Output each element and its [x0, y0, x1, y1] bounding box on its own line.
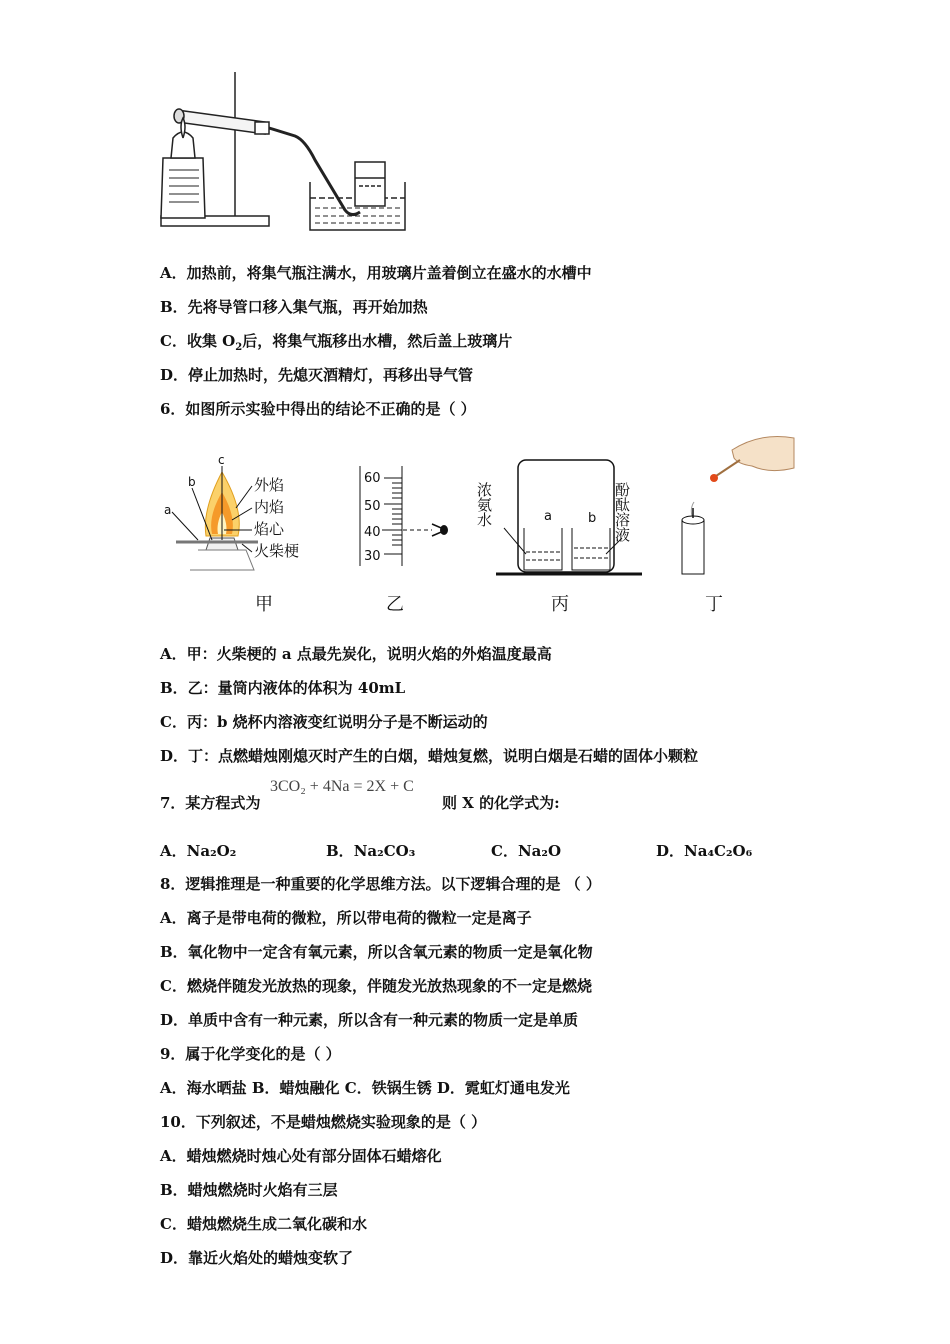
flame-label-inner: 内焰 [254, 498, 285, 516]
cylinder-tick-50: 50 [364, 499, 381, 514]
q7-option-d-formula: Na₄C₂O₆ [684, 842, 753, 860]
q10-stem: 10．下列叙述，不是蜡烛燃烧实验现象的是（ ） [160, 1113, 487, 1131]
q7-option-b-formula: Na₂CO₃ [353, 842, 416, 860]
ammonia-label: 浓氨水 [475, 482, 493, 527]
flame-figure [158, 450, 323, 580]
beaker-b-label: b [588, 511, 597, 526]
caption-ding: 丁 [705, 594, 723, 615]
q8-option-c[interactable]: C．燃烧伴随发光放热的现象，伴随发光放热现象的不一定是燃烧 [160, 977, 592, 995]
candle-figure [676, 432, 800, 580]
q5-option-c[interactable] [160, 330, 512, 353]
beaker-a-label: a [544, 509, 552, 524]
flame-label-stick: 火柴梗 [254, 542, 300, 560]
oxygen-apparatus-figure [155, 70, 415, 240]
q5-option-a[interactable]: A．加热前，将集气瓶注满水，用玻璃片盖着倒立在盛水的水槽中 [160, 264, 592, 282]
q7-option-c[interactable] [491, 840, 561, 861]
q5-option-c-sub: 2 [235, 342, 243, 353]
q7-option-b-label: B． [326, 842, 354, 860]
flame-label-b: b [188, 475, 196, 489]
q7-stem-suffix: 则 X 的化学式为: [442, 794, 560, 812]
q7-option-a[interactable] [160, 840, 236, 861]
q7-option-d[interactable] [656, 840, 752, 861]
q6-stem: 6．如图所示实验中得出的结论不正确的是（ ） [160, 400, 476, 418]
q5-option-d[interactable]: D．停止加热时，先熄灭酒精灯，再移出导气管 [160, 366, 474, 384]
caption-yi: 乙 [386, 594, 404, 615]
q10-option-a[interactable]: A．蜡烛燃烧时烛心处有部分固体石蜡熔化 [160, 1147, 442, 1165]
q7-option-a-label: A． [160, 842, 187, 860]
flame-label-c: c [218, 453, 225, 467]
flame-label-a: a [164, 503, 172, 517]
q7-equation: 3CO₂ + 4Na = 2X + C [270, 778, 414, 795]
q9-stem: 9．属于化学变化的是（ ） [160, 1045, 341, 1063]
q5-option-c-prefix: C．收集 O [160, 332, 236, 350]
q6-option-d[interactable]: D．丁：点燃蜡烛刚熄灭时产生的白烟，蜡烛复燃，说明白烟是石蜡的固体小颗粒 [160, 747, 699, 765]
q8-option-b[interactable]: B．氧化物中一定含有氧元素，所以含氧元素的物质一定是氧化物 [160, 943, 593, 961]
q5-option-b[interactable]: B．先将导管口移入集气瓶，再开始加热 [160, 298, 428, 316]
q9-options[interactable]: A．海水晒盐 B．蜡烛融化 C．铁锅生锈 D．霓虹灯通电发光 [160, 1079, 570, 1097]
cylinder-tick-60: 60 [364, 471, 381, 486]
cylinder-figure [352, 466, 462, 566]
molecular-motion-figure [475, 458, 652, 580]
caption-bing: 丙 [551, 594, 569, 615]
q7-option-c-label: C． [491, 842, 518, 860]
phenol-label: 酚酞溶液 [613, 482, 631, 542]
q7-option-d-label: D． [656, 842, 685, 860]
q5-option-c-suffix: 后，将集气瓶移出水槽，然后盖上玻璃片 [242, 332, 513, 350]
q8-option-d[interactable]: D．单质中含有一种元素，所以含有一种元素的物质一定是单质 [160, 1011, 579, 1029]
q6-option-c[interactable]: C．丙：b 烧杯内溶液变红说明分子是不断运动的 [160, 713, 488, 731]
q7-option-c-formula: Na₂O [517, 842, 562, 860]
q7-option-a-formula: Na₂O₂ [186, 842, 237, 860]
q10-option-d[interactable]: D．靠近火焰处的蜡烛变软了 [160, 1249, 354, 1267]
q6-option-b[interactable]: B．乙：量筒内液体的体积为 40mL [160, 679, 406, 697]
flame-label-core: 焰心 [254, 520, 285, 538]
caption-jia: 甲 [255, 594, 273, 615]
q8-option-a[interactable]: A．离子是带电荷的微粒，所以带电荷的微粒一定是离子 [160, 909, 532, 927]
q8-stem: 8．逻辑推理是一种重要的化学思维方法。以下逻辑合理的是 （ ） [160, 875, 601, 893]
q10-option-b[interactable]: B．蜡烛燃烧时火焰有三层 [160, 1181, 338, 1199]
flame-label-outer: 外焰 [254, 476, 285, 494]
q7-option-b[interactable] [326, 840, 415, 861]
cylinder-tick-40: 40 [364, 525, 381, 540]
q10-option-c[interactable]: C．蜡烛燃烧生成二氧化碳和水 [160, 1215, 367, 1233]
q6-option-a[interactable]: A．甲：火柴梗的 a 点最先炭化，说明火焰的外焰温度最高 [160, 645, 552, 663]
q7-stem-prefix: 7．某方程式为 [160, 794, 261, 812]
cylinder-tick-30: 30 [364, 549, 381, 564]
